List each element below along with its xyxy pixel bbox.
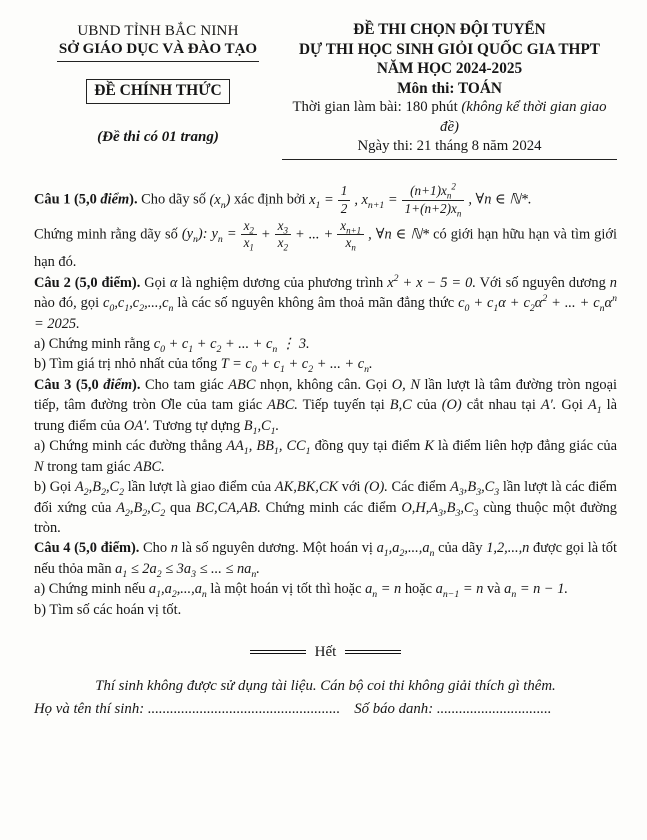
question-3-part-b xyxy=(34,477,617,538)
fraction-denominator: 2 xyxy=(340,200,348,216)
math-run: $c_0,c_1,c_2,...,c_n$ xyxy=(103,295,174,314)
math-run: N xyxy=(34,458,44,475)
text-run: là trung điểm của xyxy=(34,397,617,434)
math-run: + xyxy=(260,226,271,243)
subject-line: Môn thi: TOÁN xyxy=(397,79,502,97)
text-run: là một hoán vị tốt thì hoặc xyxy=(206,581,366,598)
text-run: lần lượt là giao điểm của xyxy=(124,479,275,496)
exam-title-line-2: DỰ THI HỌC SINH GIỎI QUỐC GIA THPT xyxy=(298,40,601,58)
text-run: là các số nguyên không âm thoả mãn đẳng thức xyxy=(173,295,459,312)
text-run: cùng thuộc một đường tròn. xyxy=(34,499,617,537)
exam-body xyxy=(34,183,617,720)
end-of-exam-divider xyxy=(34,642,617,663)
question-4-statement xyxy=(34,538,617,579)
question-4-part-a xyxy=(34,579,617,599)
math-run: AK,BK,CK xyxy=(274,479,339,496)
fraction xyxy=(338,184,351,217)
divider-line-left xyxy=(250,650,306,654)
text-run: Chứng minh rằng dãy số xyxy=(34,226,182,243)
math-run: 1,2,...,n xyxy=(486,540,530,557)
math-run: $(x_n)$ xyxy=(209,191,231,211)
text-run: xác định bởi xyxy=(230,191,310,208)
text-run: điểm xyxy=(100,191,130,208)
page-count-note: (Đề thi có 01 trang) xyxy=(97,129,219,145)
text-run: lần lượt là các điểm đối xứng của xyxy=(34,479,617,516)
math-run: $O,H,A_3,B_3,C_3$ xyxy=(401,499,479,519)
text-run: Tương tự dựng xyxy=(149,417,244,434)
candidate-fields xyxy=(34,699,617,720)
math-run: BC,CA,AB. xyxy=(195,499,261,516)
math-run: $a_n = n - 1$. xyxy=(504,581,569,601)
duration-text: Thời gian làm bài: 180 phút xyxy=(292,99,462,116)
text-run: trong tam giác xyxy=(43,458,134,475)
candidate-name-field: Họ và tên thí sinh: .................................................... xyxy=(34,700,341,717)
text-run: được gọi là tốt nếu thỏa mãn xyxy=(34,540,617,577)
math-run: $A_2,B_2,C_2$ xyxy=(74,479,125,498)
authority-underline-wrap xyxy=(34,40,282,62)
text-run: b) Tìm giá trị nhỏ nhất của tổng xyxy=(34,356,221,373)
math-run: $x_1$ = xyxy=(309,191,334,211)
text-run: lần lượt là tâm đường tròn ngoại tiếp, tâm đường tròn Ơle của tam giác xyxy=(34,376,617,414)
math-run: ABC. xyxy=(133,458,165,475)
text-run: a) Chứng minh các đường thẳng xyxy=(34,438,227,455)
text-run: Gọi xyxy=(556,397,588,414)
math-run: ABC xyxy=(228,376,256,393)
fraction xyxy=(275,219,291,252)
document-header xyxy=(34,20,617,160)
math-run: A′. xyxy=(540,397,557,414)
official-exam-stamp: ĐỀ CHÍNH THỨC xyxy=(86,79,229,104)
math-run: $a_n = n$ xyxy=(365,581,402,601)
fraction-numerator: $(n+1)x_n^2$ xyxy=(402,184,465,201)
math-run: $c_0 + c_1\alpha + c_2\alpha^2$ + ... + $c_n\alpha^n = 2025$. xyxy=(34,293,617,332)
official-stamp-wrap xyxy=(34,62,282,104)
text-run: ). xyxy=(129,191,138,208)
math-run: ABC. xyxy=(267,397,298,414)
text-run: Cho tam giác xyxy=(140,376,229,393)
text-run: với xyxy=(338,479,365,496)
math-run: α xyxy=(169,274,178,291)
text-run: b) Tìm số các hoán vị tốt. xyxy=(34,601,182,618)
question-4-part-b xyxy=(34,600,617,620)
math-run: $a_1,a_2,...,a_n$ xyxy=(376,540,435,560)
text-run: Gọi xyxy=(140,274,170,291)
math-run: (O) xyxy=(441,397,462,414)
math-run: O, N xyxy=(391,376,420,393)
authority-name: SỞ GIÁO DỤC VÀ ĐÀO TẠO xyxy=(57,41,259,62)
math-run: , ∀n ∈ ℕ* xyxy=(368,226,430,243)
math-run: $(y_n)$: $y_n$ = xyxy=(181,226,237,246)
fraction xyxy=(337,219,364,252)
exam-rules-note: Thí sinh không được sử dụng tài liệu. Cán bộ coi thi không giải thích gì thêm. xyxy=(95,677,556,694)
question-2-label: Câu 2 (5,0 điểm). xyxy=(34,274,141,291)
text-run: và xyxy=(483,581,505,598)
question-3-part-a xyxy=(34,436,617,477)
math-run: $B_1,C_1$. xyxy=(243,417,280,437)
divider-line-right xyxy=(345,650,401,654)
math-run: OA′. xyxy=(123,417,150,434)
math-run: $AA_1$, $BB_1$, $CC_1$ xyxy=(226,438,311,458)
question-1-claim xyxy=(34,218,617,273)
fraction-denominator: $x_n$ xyxy=(345,235,356,253)
math-run: (O). xyxy=(364,479,388,496)
text-run: Với số nguyên dương xyxy=(475,274,610,291)
question-3-statement xyxy=(34,375,617,436)
question-2-part-b xyxy=(34,354,617,374)
question-2-part-a xyxy=(34,334,617,354)
question-4-label: Câu 4 (5,0 điểm). xyxy=(34,540,140,557)
text-run: điểm xyxy=(103,376,133,393)
math-run: $x^2 + x - 5 = 0$. xyxy=(387,272,476,291)
text-run: a) Chứng minh rằng xyxy=(34,335,154,352)
text-run: có giới hạn hữu hạn và tìm giới hạn đó. xyxy=(34,226,617,271)
text-run: Cho xyxy=(139,540,171,557)
candidate-number-field: Số báo danh: ............................... xyxy=(354,700,552,717)
text-run: Câu 3 (5,0 xyxy=(34,376,104,393)
text-run: qua xyxy=(165,499,196,516)
math-run: $a_1 \le 2a_2 \le 3a_3$ ≤ ... ≤ $na_n$. xyxy=(115,560,260,580)
text-run: Câu 1 (5,0 xyxy=(34,191,101,208)
text-run: là nghiệm dương của phương trình xyxy=(177,274,388,291)
math-run: , ∀n ∈ ℕ*. xyxy=(468,191,532,208)
authority-parent: UBND TỈNH BẮC NINH xyxy=(77,23,239,39)
exam-title-block xyxy=(282,20,617,160)
fraction-numerator: $x_{n+1}$ xyxy=(337,219,364,236)
fraction xyxy=(402,181,465,219)
fraction xyxy=(241,219,257,252)
text-run: Chứng minh các điểm xyxy=(260,499,402,516)
math-run: n xyxy=(609,274,617,291)
math-run: n xyxy=(170,540,178,557)
duration-line xyxy=(282,98,617,136)
math-run: $a_1,a_2,...,a_n$ xyxy=(148,581,207,601)
fraction-numerator: $x_2$ xyxy=(241,219,257,236)
math-run: $a_{n-1} = n$ xyxy=(435,581,484,601)
fraction-numerator: $x_3$ xyxy=(275,219,291,236)
school-year: NĂM HỌC 2024-2025 xyxy=(376,60,523,78)
text-run: a) Chứng minh nếu xyxy=(34,581,149,598)
issuing-authority-block xyxy=(34,20,282,160)
math-run: , $x_{n+1}$ = xyxy=(354,191,398,211)
fraction-numerator: 1 xyxy=(338,184,351,201)
math-run: $A_3,B_3,C_3$ xyxy=(450,479,500,498)
question-2-statement xyxy=(34,273,617,334)
text-run: cắt nhau tại xyxy=(461,397,541,414)
math-run: $A_2,B_2,C_2$ xyxy=(116,499,166,519)
fraction-denominator: $x_2$ xyxy=(277,235,288,253)
duration-note: (không kể thời gian giao đề) xyxy=(440,99,607,135)
math-run: $A_1$ xyxy=(587,397,602,417)
text-run: Tiếp tuyến tại xyxy=(297,397,390,414)
exam-date-line: Ngày thi: 21 tháng 8 năm 2024 xyxy=(357,137,542,154)
question-1-label xyxy=(34,192,138,208)
exam-title-line-1: ĐỀ THI CHỌN ĐỘI TUYỂN xyxy=(353,21,546,38)
math-run: $T = c_0 + c_1 + c_2$ + ... + $c_n$. xyxy=(220,356,373,376)
question-1-statement xyxy=(34,183,617,218)
text-run: là điểm liên hợp đẳng giác của xyxy=(433,438,617,455)
math-run: K xyxy=(424,438,434,455)
math-run: $c_0 + c_1 + c_2$ + ... + $c_n$ ⋮ 3. xyxy=(153,335,310,355)
text-run: của dãy xyxy=(434,540,487,557)
text-run: Các điểm xyxy=(387,479,451,496)
math-run: + ... + xyxy=(294,226,334,243)
math-run: B,C xyxy=(389,397,412,414)
text-run: nào đó, gọi xyxy=(34,295,104,312)
text-run: Cho dãy số xyxy=(137,191,210,208)
question-3-label xyxy=(34,377,140,393)
end-label: Hết xyxy=(314,644,337,661)
text-run: của xyxy=(411,397,442,414)
text-run: nhọn, không cân. Gọi xyxy=(255,376,392,393)
text-run: b) Gọi xyxy=(34,479,75,496)
fraction-denominator: $x_1$ xyxy=(243,235,254,253)
text-run: ). xyxy=(132,376,141,393)
text-run: hoặc xyxy=(401,581,436,598)
text-run: đồng quy tại điểm xyxy=(310,438,425,455)
header-rule xyxy=(282,159,617,160)
fraction-denominator: $1+(n+2)x_n$ xyxy=(404,200,462,219)
text-run: là số nguyên dương. Một hoán vị xyxy=(177,540,377,557)
